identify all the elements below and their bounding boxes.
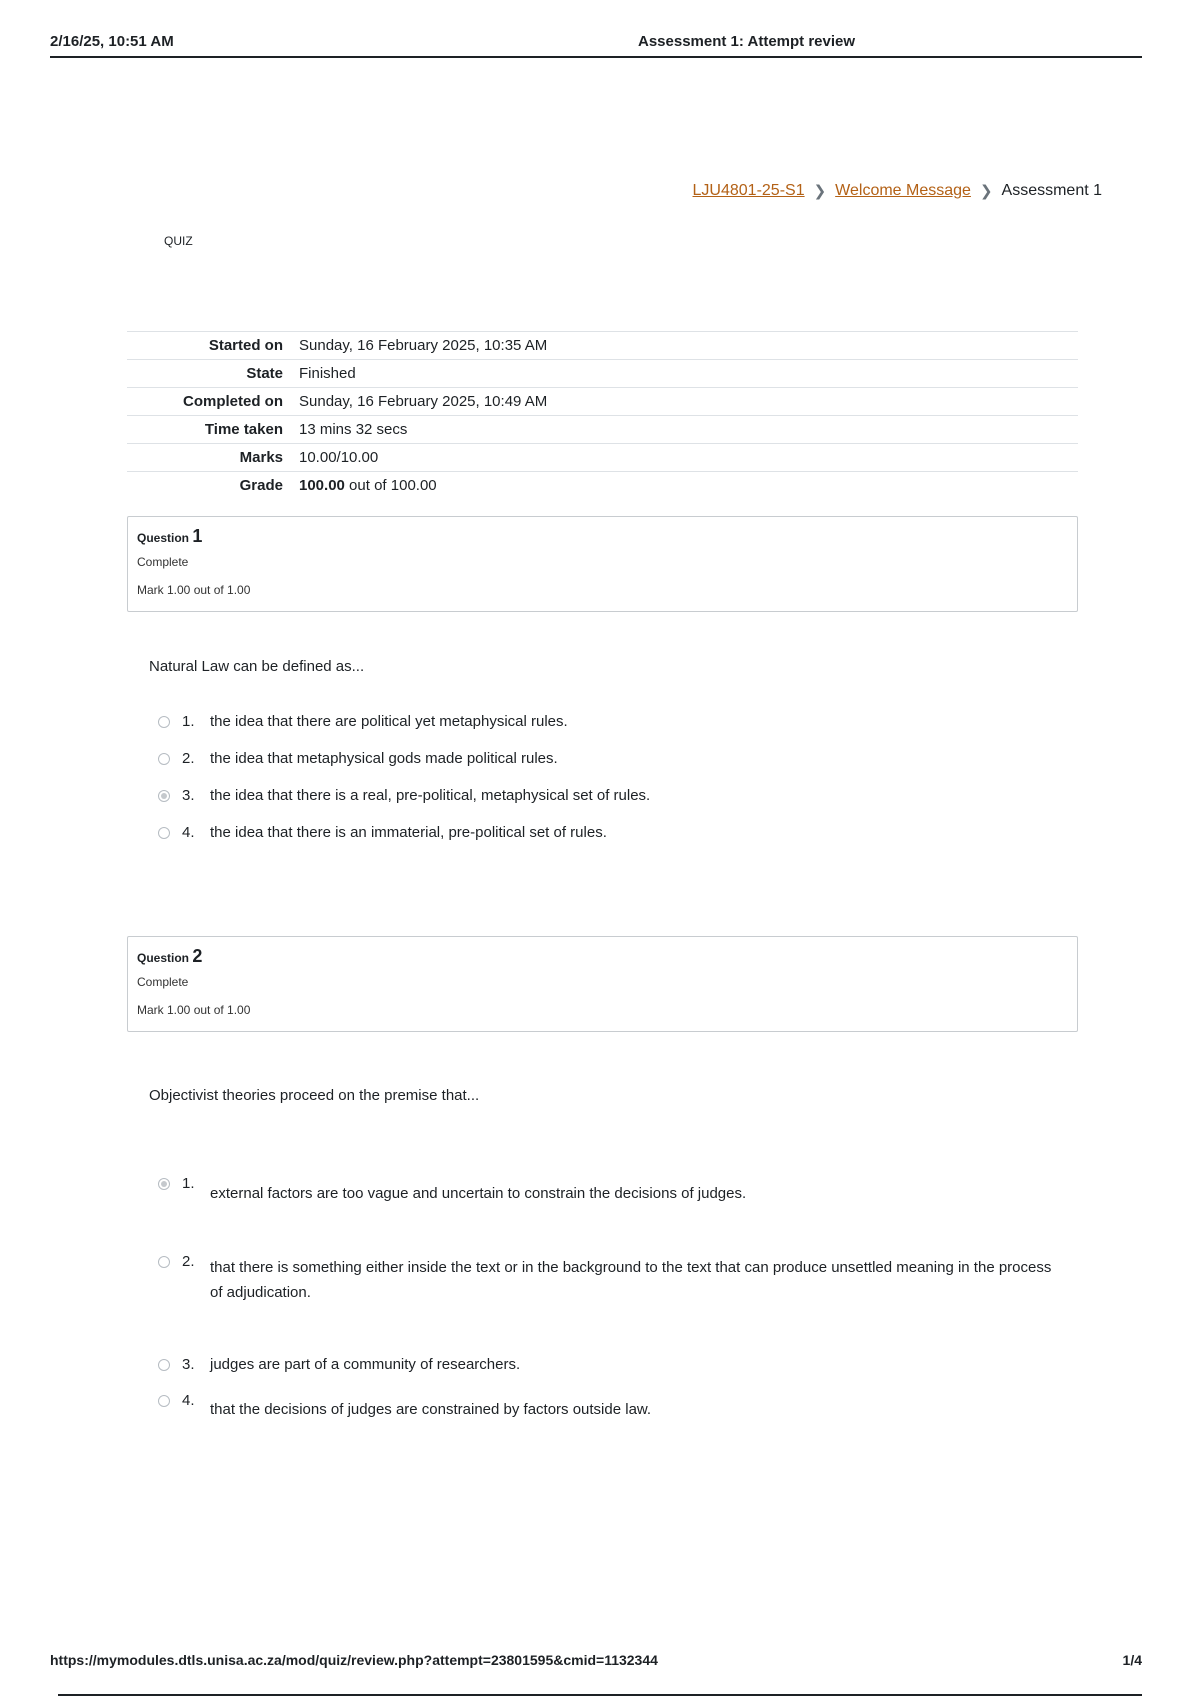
radio-button[interactable]	[158, 1395, 170, 1407]
summary-label: Started on	[208, 337, 283, 354]
summary-value	[299, 472, 1078, 500]
answer-number: 4.	[182, 1392, 195, 1409]
footer-divider	[58, 1694, 1142, 1696]
question-state: Complete	[137, 555, 189, 569]
page-url: https://mymodules.dtls.unisa.ac.za/mod/quiz/review.php?attempt=23801595&cmid=1132344	[50, 1652, 658, 1668]
summary-row-started	[127, 332, 1078, 360]
breadcrumb-current: Assessment 1	[1001, 182, 1102, 199]
question-state: Complete	[137, 975, 189, 989]
answer-text: the idea that there are political yet metaphysical rules.	[210, 713, 568, 730]
radio-button[interactable]	[158, 1256, 170, 1268]
answer-option[interactable]	[158, 1392, 651, 1422]
grade-out-of: out of 100.00	[344, 477, 437, 494]
page-number: 1/4	[1122, 1652, 1142, 1668]
summary-label: Marks	[239, 449, 283, 466]
summary-row-time-taken	[127, 416, 1078, 444]
answer-number: 4.	[182, 824, 195, 841]
answer-number: 1.	[182, 713, 195, 730]
summary-label: Grade	[239, 477, 283, 494]
radio-button-selected[interactable]	[158, 790, 170, 802]
summary-row-state	[127, 360, 1078, 388]
answer-option[interactable]	[158, 1253, 1058, 1305]
answer-option[interactable]	[158, 750, 558, 771]
summary-value: 13 mins 32 secs	[299, 421, 408, 438]
answer-option[interactable]	[158, 824, 607, 845]
question-number: Question 2	[137, 946, 203, 966]
question-info-2	[127, 936, 1078, 1032]
question-info-1	[127, 516, 1078, 612]
question-number: Question 1	[137, 526, 203, 546]
chevron-right-icon: ❯	[813, 183, 827, 200]
answer-option[interactable]	[158, 713, 568, 734]
question-grade: Mark 1.00 out of 1.00	[137, 1003, 251, 1017]
breadcrumb	[693, 182, 1102, 200]
answer-option[interactable]	[158, 787, 650, 808]
print-header	[50, 30, 1142, 58]
answer-option[interactable]	[158, 1175, 746, 1206]
grade-value: 100.00	[299, 477, 345, 494]
summary-label: State	[246, 365, 283, 382]
answer-number: 3.	[182, 1356, 195, 1373]
attempt-summary-table	[127, 331, 1078, 499]
summary-label: Time taken	[204, 421, 283, 438]
summary-value: Sunday, 16 February 2025, 10:49 AM	[299, 393, 548, 410]
breadcrumb-section-link[interactable]: Welcome Message	[835, 182, 971, 199]
radio-button[interactable]	[158, 716, 170, 728]
radio-button-selected[interactable]	[158, 1178, 170, 1190]
question-grade: Mark 1.00 out of 1.00	[137, 583, 251, 597]
summary-value: Sunday, 16 February 2025, 10:35 AM	[299, 337, 548, 354]
summary-value: Finished	[299, 365, 356, 382]
radio-button[interactable]	[158, 753, 170, 765]
answer-number: 2.	[182, 750, 195, 767]
answer-number: 2.	[182, 1253, 195, 1270]
answer-text: that there is something either inside the text or in the background to the text that can produce unsettled meaning in the process of adjudication.	[210, 1259, 1052, 1301]
print-title: Assessment 1: Attempt review	[638, 33, 856, 50]
question-text-1: Natural Law can be defined as...	[149, 658, 365, 675]
module-type-label: QUIZ	[164, 234, 193, 248]
summary-label: Completed on	[183, 393, 283, 410]
summary-row-grade	[127, 472, 1078, 500]
answer-text: external factors are too vague and uncertain to constrain the decisions of judges.	[210, 1185, 747, 1202]
answer-text: judges are part of a community of researchers.	[210, 1356, 521, 1373]
summary-value: 10.00/10.00	[299, 449, 379, 466]
answer-text: the idea that there is an immaterial, pre-political set of rules.	[210, 824, 607, 841]
chevron-right-icon: ❯	[979, 183, 993, 200]
radio-button[interactable]	[158, 1359, 170, 1371]
answer-option[interactable]	[158, 1356, 520, 1377]
radio-button[interactable]	[158, 827, 170, 839]
breadcrumb-course-link[interactable]: LJU4801-25-S1	[692, 182, 805, 199]
summary-row-completed	[127, 388, 1078, 416]
answer-number: 3.	[182, 787, 195, 804]
question-text-2: Objectivist theories proceed on the premise that...	[149, 1087, 480, 1104]
answer-text: the idea that metaphysical gods made political rules.	[210, 750, 558, 767]
answer-number: 1.	[182, 1175, 195, 1192]
answer-text: that the decisions of judges are constrained by factors outside law.	[210, 1401, 652, 1418]
summary-row-marks	[127, 444, 1078, 472]
answer-text: the idea that there is a real, pre-political, metaphysical set of rules.	[210, 787, 651, 804]
print-date: 2/16/25, 10:51 AM	[50, 33, 174, 50]
